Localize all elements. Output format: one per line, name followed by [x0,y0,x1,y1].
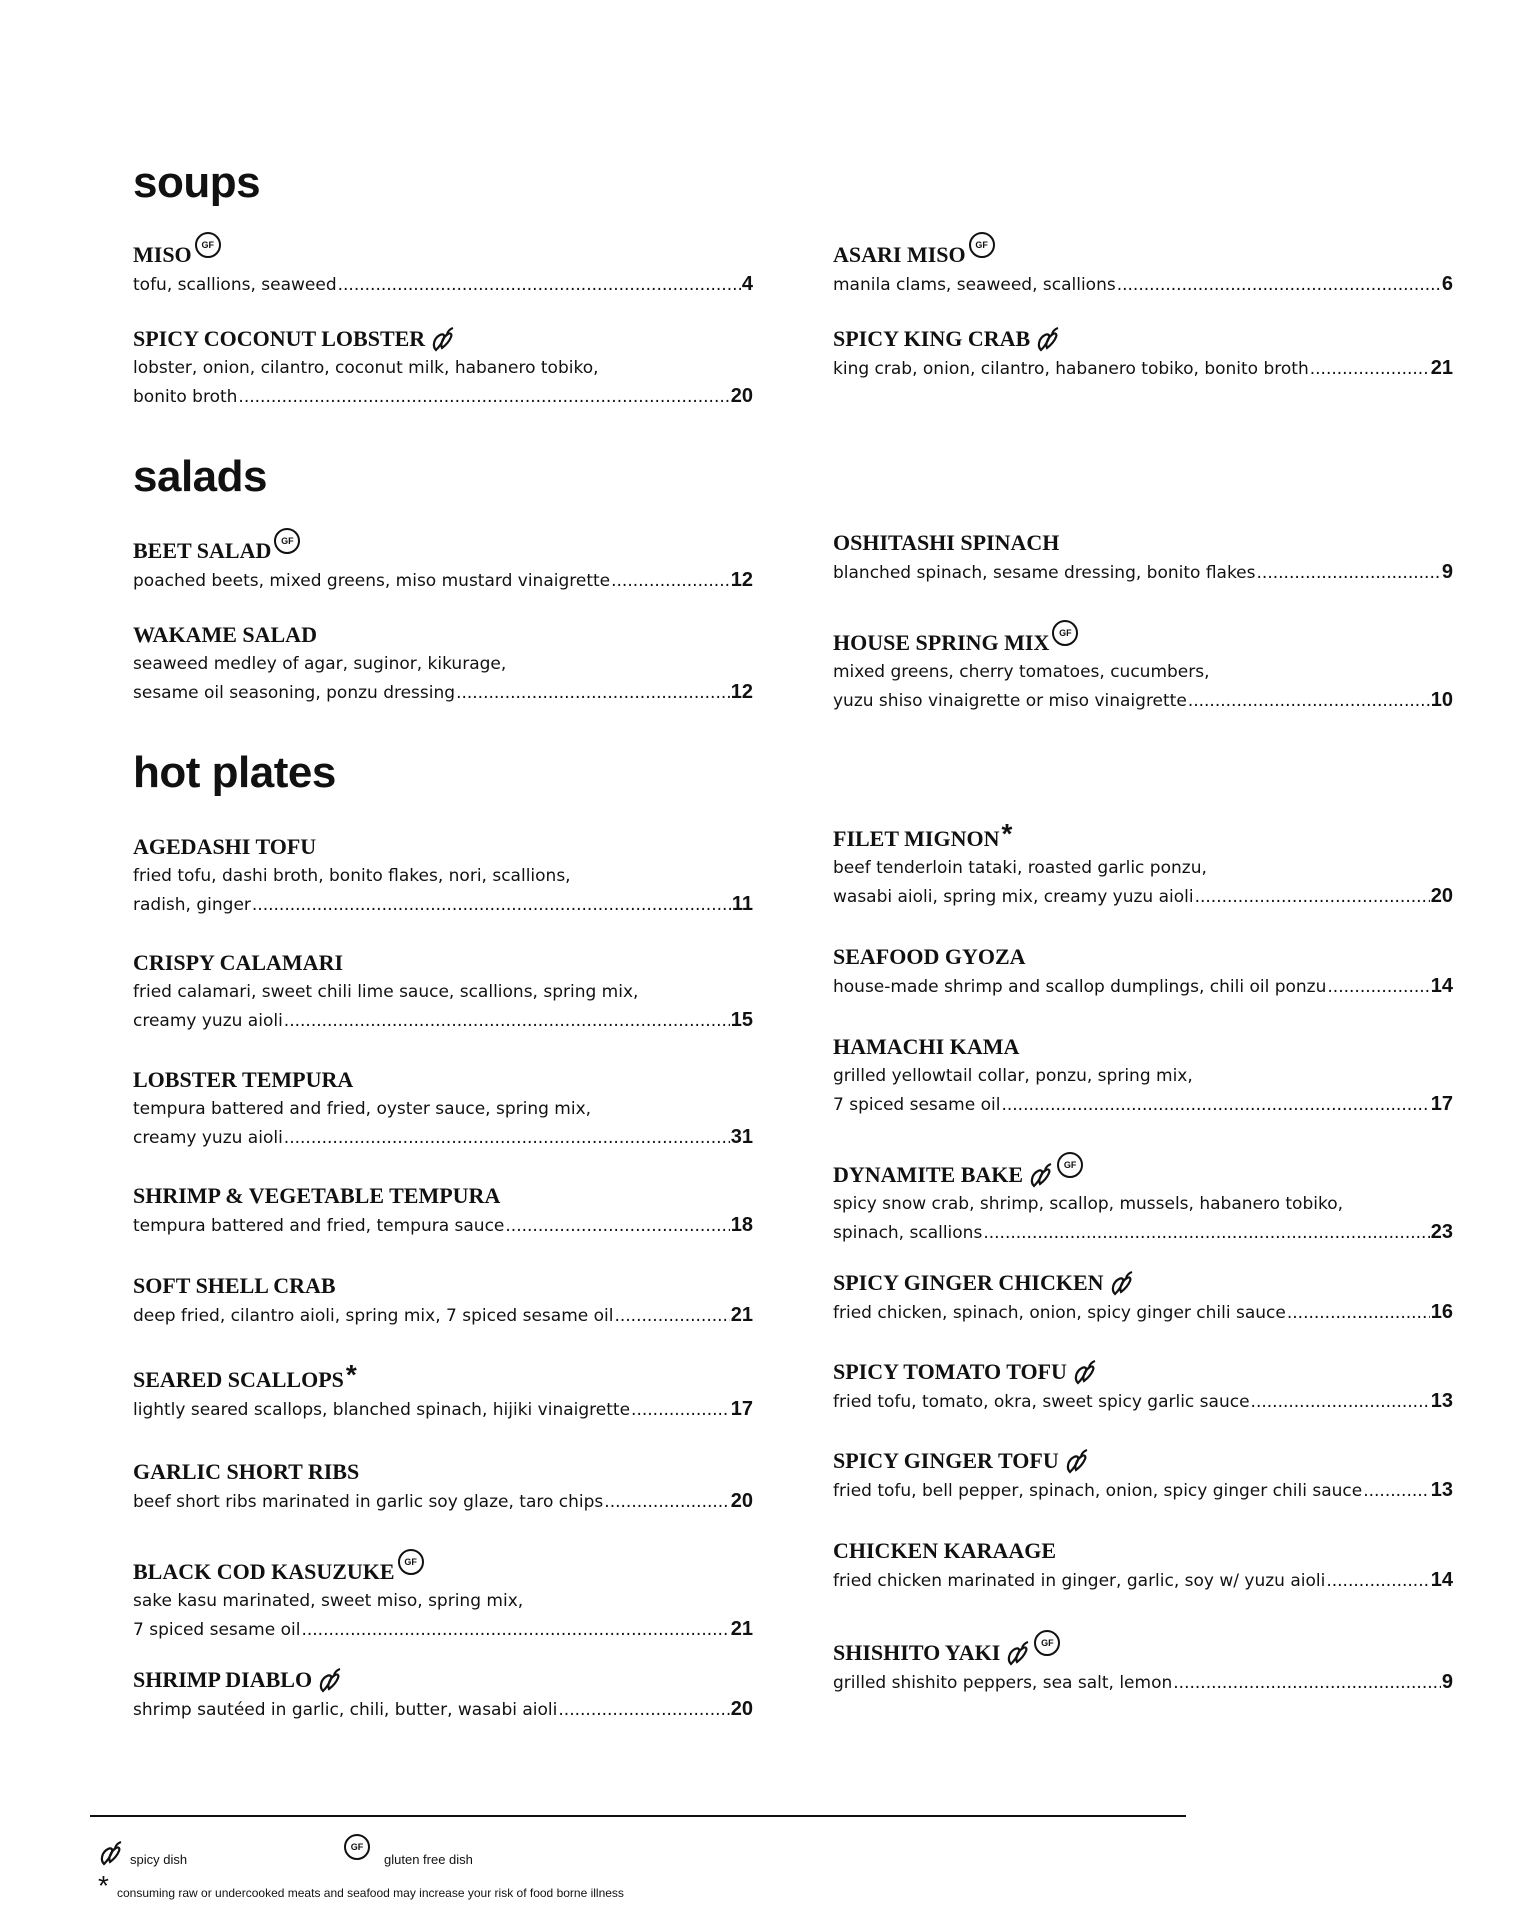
item-name: WAKAME SALAD [133,622,317,647]
item-description-cont: creamy yuzu aioli [133,1011,283,1031]
item-name: SPICY COCONUT LOBSTER [133,326,426,351]
item-description: fried tofu, tomato, okra, sweet spicy garlic sauce [833,1392,1250,1412]
item-description: king crab, onion, cilantro, habanero tobiko, bonito broth [833,359,1309,379]
gluten-free-icon: GF [398,1549,424,1575]
item-price: 11 [731,893,753,915]
item-price: 12 [730,681,753,703]
item-price: 13 [1430,1390,1453,1412]
menu-item-shrimp-vegetable-tempura [133,1181,753,1240]
item-name: SPICY GINGER CHICKEN [833,1270,1104,1295]
menu-item-crispy-calamari [133,948,753,1035]
item-price: 15 [730,1009,753,1031]
section-title-hot-plates: hot plates [133,748,336,797]
item-price: 9 [1441,561,1453,583]
item-description-cont: wasabi aioli, spring mix, creamy yuzu aioli [833,887,1194,907]
item-price: 12 [730,569,753,591]
menu-item-miso [133,232,753,299]
spicy-pepper-icon [428,326,456,354]
item-description: grilled shishito peppers, sea salt, lemon [833,1673,1173,1693]
item-name: CHICKEN KARAAGE [833,1538,1057,1563]
item-description: house-made shrimp and scallop dumplings, chili oil ponzu [833,977,1327,997]
menu-item-spicy-tomato-tofu [833,1357,1453,1416]
item-price: 17 [1430,1093,1453,1115]
menu-item-wakame-salad [133,620,753,707]
item-name: HOUSE SPRING MIX [833,630,1050,655]
menu-item-chicken-karaage [833,1536,1453,1595]
menu-item-spicy-ginger-chicken [833,1268,1453,1327]
menu-item-agedashi-tofu [133,832,753,919]
item-name: BEET SALAD [133,538,272,563]
item-description: fried tofu, bell pepper, spinach, onion, spicy ginger chili sauce [833,1481,1363,1501]
item-name: GARLIC SHORT RIBS [133,1459,360,1484]
item-price: 14 [1430,975,1453,997]
legend-gluten-free-icon: GF [344,1834,370,1860]
menu-item-seared-scallops [133,1359,753,1424]
item-name: FILET MIGNON [833,826,1000,851]
legend-asterisk: * [98,1870,109,1901]
item-price: 10 [1430,689,1453,711]
item-price: 20 [730,1698,753,1720]
item-description: lobster, onion, cilantro, coconut milk, habanero tobiko, [133,358,599,378]
item-description: fried chicken marinated in ginger, garlic, soy w/ yuzu aioli [833,1571,1326,1591]
item-price: 6 [1441,273,1453,295]
item-description: lightly seared scallops, blanched spinach, hijiki vinaigrette [133,1400,631,1420]
item-price: 16 [1430,1301,1453,1323]
legend-spicy-label: spicy dish [130,1852,188,1867]
item-description-cont: 7 spiced sesame oil [133,1620,301,1640]
item-price: 20 [730,385,753,407]
item-price: 18 [730,1214,753,1236]
item-description: tempura battered and fried, tempura sauce [133,1216,505,1236]
menu-item-spicy-king-crab [833,324,1453,383]
item-name: SPICY GINGER TOFU [833,1448,1059,1473]
menu-item-spicy-coconut-lobster [133,324,753,411]
legend-gluten-free-label: gluten free dish [384,1852,473,1867]
item-name: SHRIMP DIABLO [133,1667,313,1692]
item-description: tempura battered and fried, oyster sauce, spring mix, [133,1099,592,1119]
item-name: SHISHITO YAKI [833,1640,1001,1665]
legend-raw-warning: consuming raw or undercooked meats and seafood may increase your risk of food borne illness [117,1886,624,1900]
menu-item-beet-salad [133,528,753,595]
section-title-soups: soups [133,158,261,207]
menu-item-black-cod-kasuzuke [133,1549,753,1644]
item-price: 4 [741,273,753,295]
item-description-cont: spinach, scallions [833,1223,983,1243]
item-description-cont: 7 spiced sesame oil [833,1095,1001,1115]
menu-item-lobster-tempura [133,1065,753,1152]
raw-warning-asterisk: * [345,1359,357,1390]
item-description: blanched spinach, sesame dressing, bonito flakes [833,563,1256,583]
item-name: BLACK COD KASUZUKE [133,1559,395,1584]
spicy-pepper-icon [1062,1448,1090,1476]
item-price: 20 [730,1490,753,1512]
menu-item-filet-mignon [833,818,1453,911]
item-description: manila clams, seaweed, scallions [833,275,1116,295]
item-price: 9 [1441,1671,1453,1693]
raw-warning-asterisk: * [1001,818,1013,849]
item-price: 23 [1430,1221,1453,1243]
item-description: poached beets, mixed greens, miso mustard vinaigrette [133,571,611,591]
menu-item-oshitashi-spinach [833,528,1453,587]
menu-item-spicy-ginger-tofu [833,1446,1453,1505]
item-name: CRISPY CALAMARI [133,950,344,975]
item-name: DYNAMITE BAKE [833,1162,1024,1187]
menu-item-asari-miso [833,232,1453,299]
item-description-cont: bonito broth [133,387,238,407]
menu-item-garlic-short-ribs [133,1457,753,1516]
item-description: mixed greens, cherry tomatoes, cucumbers, [833,662,1210,682]
item-price: 31 [730,1126,753,1148]
item-description-cont: yuzu shiso vinaigrette or miso vinaigrette [833,691,1187,711]
item-description: beef short ribs marinated in garlic soy glaze, taro chips [133,1492,604,1512]
item-description-cont: sesame oil seasoning, ponzu dressing [133,683,456,703]
item-name: SPICY TOMATO TOFU [833,1359,1067,1384]
menu-item-seafood-gyoza [833,942,1453,1001]
menu-item-soft-shell-crab [133,1271,753,1330]
menu-item-shishito-yaki [833,1630,1453,1697]
item-description: fried chicken, spinach, onion, spicy ginger chili sauce [833,1303,1286,1323]
item-price: 14 [1430,1569,1453,1591]
gluten-free-icon: GF [1057,1152,1083,1178]
spicy-pepper-icon [315,1667,343,1695]
legend-spicy-pepper-icon [96,1840,124,1868]
item-name: OSHITASHI SPINACH [833,530,1060,555]
section-title-salads: salads [133,452,267,501]
item-description-cont: creamy yuzu aioli [133,1128,283,1148]
menu-item-shrimp-diablo [133,1665,753,1724]
menu-item-hamachi-kama [833,1032,1453,1119]
item-name: MISO [133,242,192,267]
spicy-pepper-icon [1107,1270,1135,1298]
item-name: SHRIMP & VEGETABLE TEMPURA [133,1183,501,1208]
item-name: SEARED SCALLOPS [133,1367,344,1392]
item-description-cont: radish, ginger [133,895,251,915]
item-name: LOBSTER TEMPURA [133,1067,354,1092]
footer-divider [90,1815,1186,1817]
item-description: fried calamari, sweet chili lime sauce, scallions, spring mix, [133,982,639,1002]
spicy-pepper-icon [1070,1359,1098,1387]
item-name: HAMACHI KAMA [833,1034,1020,1059]
item-name: AGEDASHI TOFU [133,834,317,859]
gluten-free-icon: GF [1034,1630,1060,1656]
item-description: deep fried, cilantro aioli, spring mix, 7 spiced sesame oil [133,1306,614,1326]
item-description: shrimp sautéed in garlic, chili, butter, wasabi aioli [133,1700,558,1720]
item-name: SOFT SHELL CRAB [133,1273,336,1298]
item-description: sake kasu marinated, sweet miso, spring mix, [133,1591,524,1611]
gluten-free-icon: GF [195,232,221,258]
spicy-pepper-icon [1026,1162,1054,1190]
gluten-free-icon: GF [969,232,995,258]
item-price: 20 [1430,885,1453,907]
item-price: 21 [730,1618,753,1640]
menu-item-house-spring-mix [833,620,1453,715]
gluten-free-icon: GF [274,528,300,554]
item-price: 13 [1430,1479,1453,1501]
item-description: beef tenderloin tataki, roasted garlic ponzu, [833,858,1207,878]
menu-item-dynamite-bake [833,1152,1453,1247]
item-price: 17 [730,1398,753,1420]
item-description: spicy snow crab, shrimp, scallop, mussels, habanero tobiko, [833,1194,1344,1214]
spicy-pepper-icon [1033,326,1061,354]
item-description: tofu, scallions, seaweed [133,275,337,295]
item-description: grilled yellowtail collar, ponzu, spring mix, [833,1066,1193,1086]
item-description: fried tofu, dashi broth, bonito flakes, nori, scallions, [133,866,571,886]
gluten-free-icon: GF [1052,620,1078,646]
item-price: 21 [730,1304,753,1326]
item-name: ASARI MISO [833,242,966,267]
item-name: SPICY KING CRAB [833,326,1031,351]
item-price: 21 [1430,357,1453,379]
item-description: seaweed medley of agar, suginor, kikurage, [133,654,507,674]
item-name: SEAFOOD GYOZA [833,944,1026,969]
spicy-pepper-icon [1003,1640,1031,1668]
